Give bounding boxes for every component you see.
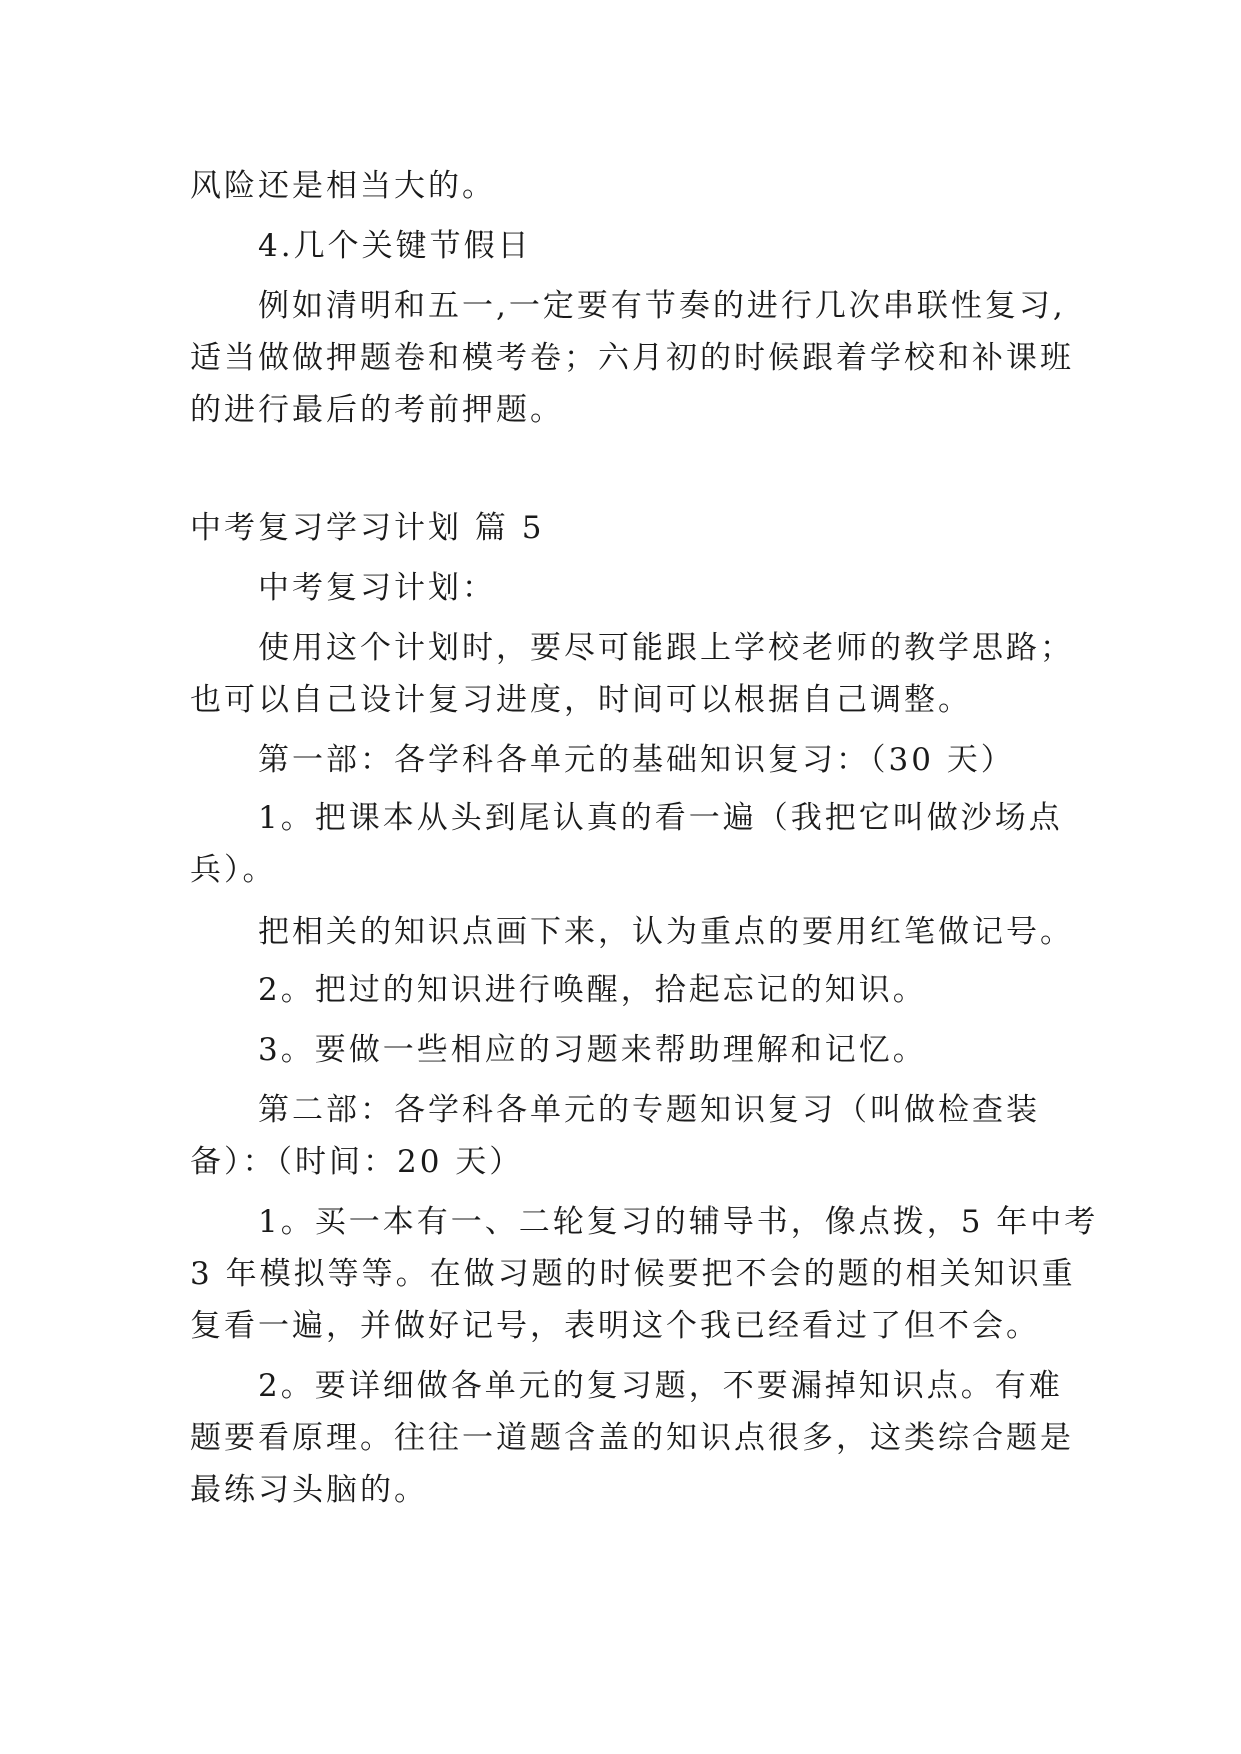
part-heading: 第一部：各学科各单元的基础知识复习：（30 天） xyxy=(258,742,1015,778)
text-line: 兵）。 xyxy=(190,852,277,888)
text-line: 的进行最后的考前押题。 xyxy=(190,392,564,428)
section-heading: 中考复习学习计划 篇 5 xyxy=(190,510,545,546)
text-line: 使用这个计划时，要尽可能跟上学校老师的教学思路； xyxy=(258,630,1074,666)
text-line: 例如清明和五一,一定要有节奏的进行几次串联性复习, xyxy=(258,288,1066,324)
text-line: 复看一遍，并做好记号，表明这个我已经看过了但不会。 xyxy=(190,1308,1040,1344)
list-heading: 4.几个关键节假日 xyxy=(258,228,532,264)
part-heading: 第二部：各学科各单元的专题知识复习（叫做检查装 xyxy=(258,1092,1040,1128)
list-item: 1。把课本从头到尾认真的看一遍（我把它叫做沙场点 xyxy=(258,800,1063,836)
list-item: 3。要做一些相应的习题来帮助理解和记忆。 xyxy=(258,1032,927,1068)
list-item: 2。把过的知识进行唤醒，拾起忘记的知识。 xyxy=(258,972,927,1008)
text-line: 备）：（时间：20 天） xyxy=(190,1144,524,1180)
text-line: 最练习头脑的。 xyxy=(190,1472,428,1508)
list-item: 2。要详细做各单元的复习题，不要漏掉知识点。有难 xyxy=(258,1368,1063,1404)
text-line: 风险还是相当大的。 xyxy=(190,168,496,204)
text-line: 题要看原理。往往一道题含盖的知识点很多，这类综合题是 xyxy=(190,1420,1074,1456)
list-item: 1。买一本有一、二轮复习的辅导书，像点拨，5 年中考 xyxy=(258,1204,1099,1240)
text-line: 适当做做押题卷和模考卷；六月初的时候跟着学校和补课班 xyxy=(190,340,1074,376)
subheading: 中考复习计划： xyxy=(258,570,496,606)
text-line: 也可以自己设计复习进度，时间可以根据自己调整。 xyxy=(190,682,972,718)
text-line: 把相关的知识点画下来，认为重点的要用红笔做记号。 xyxy=(258,914,1074,950)
text-line: 3 年模拟等等。在做习题的时候要把不会的题的相关知识重 xyxy=(190,1256,1076,1292)
